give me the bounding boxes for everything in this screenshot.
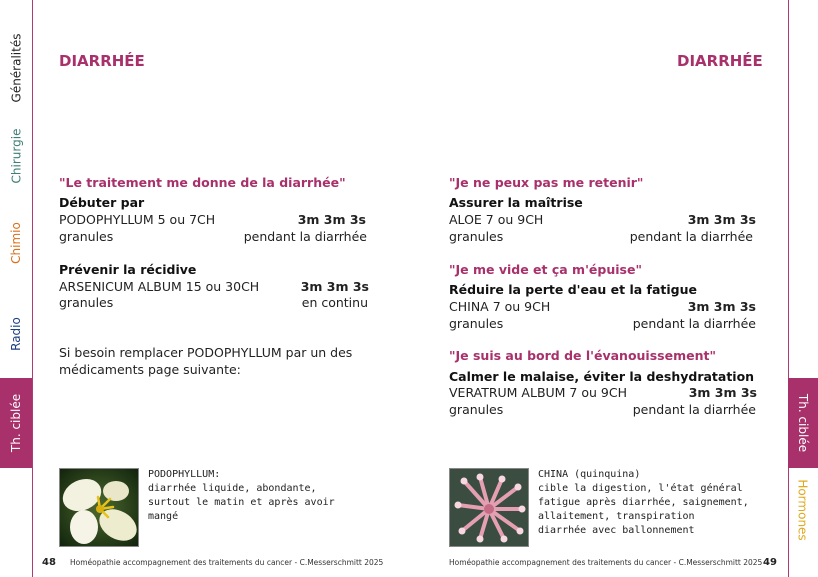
china-photo [449,468,529,547]
tab-label: Th. ciblée [796,393,810,453]
tab-hormones[interactable] [788,472,818,548]
tab-label: Hormones [796,479,811,541]
remedy-row [449,212,756,227]
tab-generalites[interactable] [0,18,32,118]
dose: 3m 3m 3s [688,385,757,400]
patient-quote: "Je ne peux pas me retenir" [449,175,644,190]
tab-chirurgie[interactable] [0,120,32,192]
section-heading: Calmer le malaise, éviter la deshydratation [449,369,755,384]
dose: 3m 3m 3s [300,279,369,294]
form: granules [449,402,504,417]
section-heading: Débuter par [59,195,145,210]
posology-row [449,316,756,331]
page-number: 48 [42,557,56,568]
form: granules [449,316,504,331]
tab-chimio[interactable] [0,212,32,274]
page-footer: Homéopathie accompagnement des traitements du cancer - C.Messerschmitt 2025 [449,558,763,567]
caption-line: diarrhée avec ballonnement [538,525,695,536]
duration: pendant la diarrhée [243,229,367,244]
dose: 3m 3m 3s [297,212,366,227]
caption-line: diarrhée liquide, abondante, [148,483,317,494]
remedy-row [449,385,757,400]
caption-title: CHINA (quinquina) [538,469,641,480]
tab-label: Radio [9,317,24,351]
form: granules [59,295,114,310]
duration: pendant la diarrhée [632,402,756,417]
tab-th-ciblee[interactable] [0,378,32,468]
tab-th-ciblee-right[interactable] [788,378,818,468]
page-title: DIARRHÉE [59,52,145,70]
remedy-name: ARSENICUM ALBUM 15 ou 30CH [59,279,260,294]
tab-label: Th. ciblée [9,393,23,453]
remedy-row [449,299,756,314]
duration: en continu [301,295,368,310]
caption-title: PODOPHYLLUM: [148,469,221,480]
posology-row [59,229,367,244]
page-footer: Homéopathie accompagnement des traitements du cancer - C.Messerschmitt 2025 [70,558,384,567]
duration: pendant la diarrhée [629,229,753,244]
photo-caption [538,468,749,538]
patient-quote: "Je me vide et ça m'épuise" [449,262,642,277]
page-number: 49 [763,557,777,568]
remedy-name: ALOE 7 ou 9CH [449,212,544,227]
form: granules [449,229,504,244]
left-page-border [32,0,33,577]
posology-row [449,229,753,244]
caption-line: allaitement, transpiration [538,511,695,522]
form: granules [59,229,114,244]
tab-label: Chimio [9,222,23,264]
section-heading: Prévenir la récidive [59,262,197,277]
dose: 3m 3m 3s [687,299,756,314]
caption-line: mangé [148,511,179,522]
caption-line: cible la digestion, l'état général [538,483,743,494]
patient-quote: "Je suis au bord de l'évanouissement" [449,348,716,363]
section-heading: Réduire la perte d'eau et la fatigue [449,282,697,297]
patient-quote: "Le traitement me donne de la diarrhée" [59,175,346,190]
note-text: Si besoin remplacer PODOPHYLLUM par un des médicaments page suivante: [59,345,353,377]
caption-line: fatigue après diarrhée, saignement, [538,497,749,508]
remedy-row [59,279,369,294]
caption-line: surtout le matin et après avoir [148,497,335,508]
section-heading: Assurer la maîtrise [449,195,583,210]
posology-row [449,402,756,417]
dose: 3m 3m 3s [687,212,756,227]
podophyllum-photo [59,468,139,547]
tab-radio[interactable] [0,306,32,362]
remedy-name: CHINA 7 ou 9CH [449,299,551,314]
tab-label: Chirurgie [9,128,24,184]
duration: pendant la diarrhée [632,316,756,331]
page-title: DIARRHÉE [677,52,763,70]
remedy-name: VERATRUM ALBUM 7 ou 9CH [449,385,627,400]
photo-caption [148,468,335,524]
posology-row [59,295,368,310]
remedy-row [59,212,366,227]
remedy-name: PODOPHYLLUM 5 ou 7CH [59,212,216,227]
tab-label: Généralités [9,33,23,103]
